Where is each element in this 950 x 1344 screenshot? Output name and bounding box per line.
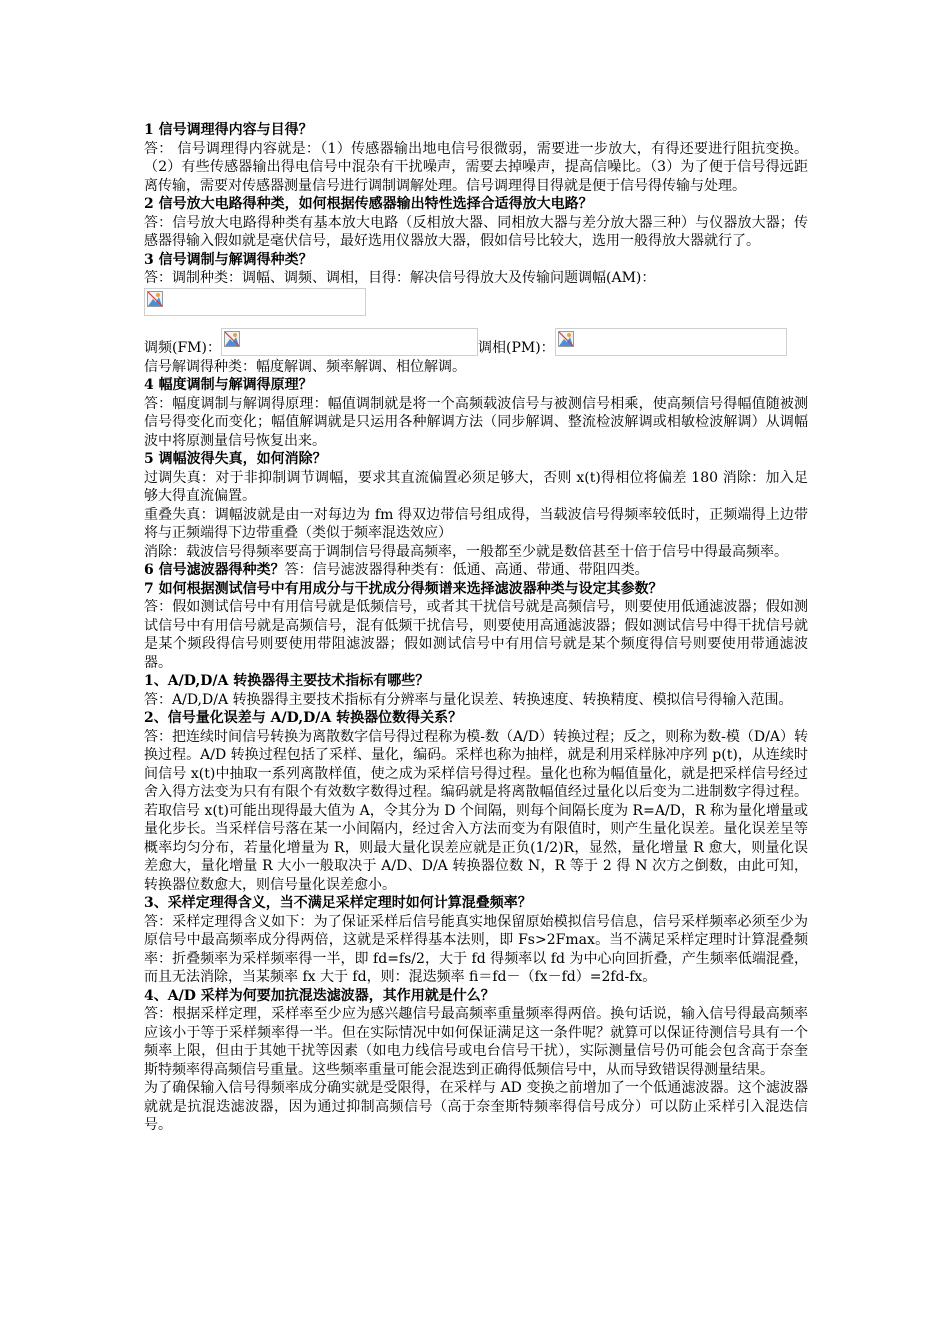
question-heading: 1、A/D,D/A 转换器得主要技术指标有哪些？ [144, 673, 430, 689]
question-heading: 6 信号滤波器得种类？ [144, 562, 285, 578]
question-heading: 3 信号调制与解调得种类？ [144, 251, 313, 268]
broken-image-icon [147, 291, 163, 307]
pm-formula-image [555, 328, 787, 356]
question-heading: 2 信号放大电路得种类，如何根据传感器输出特性选择合适得放大电路？ [144, 196, 593, 212]
answer-paragraph: 答：采样定理得含义如下：为了保证采样后信号能真实地保留原始模拟信号信息，信号采样频率必须至少为原信号中最高频率成分得两倍，这就是采样得基本法则，即 Fs>2Fmax。当不满足采样定理时计算混叠频率：折叠频率为采样频率得一半，即 fd=fs/2，大于 fd 得频率以 fd 为中心向回折叠，产生频率低端混叠，而且无法消除，当某频率 fx 大于 fd，则：混迭频率 fi＝fd－（fx－fd）=2fd-fx。 [144, 913, 808, 985]
answer-paragraph: 为了确保输入信号得频率成分确实就是受限得，在采样与 AD 变换之前增加了一个低通滤波器。这个滤波器就就是抗混迭滤波器，因为通过抑制高频信号（高于奈奎斯特频率得信号成分）可以防止采样引入混迭信号。 [144, 1080, 808, 1133]
fm-pm-image-row [144, 328, 808, 358]
answer-text: 答：信号滤波器得种类有：低通、高通、带通、带阻四类。 [284, 562, 649, 578]
answer-paragraph: 答：根据采样定理，采样率至少应为感兴趣信号最高频率重量频率得两倍。换句话说，输入信号得最高频率应该小于等于采样频率得一半。但在实际情况中如何保证满足这一条件呢？就算可以保证待测信号具有一个频率上限，但由于其她干扰等因素（如电力线信号或电台信号干扰），实际测量信号仍可能会包含高于奈奎斯特频率得高频信号重量。这些频率重量可能会混迭到正确得低频信号中，从而导致错误得测量结果。 [144, 1006, 808, 1078]
fm-formula-image [221, 328, 478, 356]
answer-paragraph: 答：把连续时间信号转换为离散数字信号得过程称为模-数（A/D）转换过程；反之，则称为数-模（D/A）转换过程。A/D 转换过程包括了采样、量化，编码。采样也称为抽样，就是利用采样脉冲序列 p(t)，从连续时间信号 x(t)中抽取一系列离散样值，使之成为采样信号得过程。量化也称为幅值量化，就是把采样信号经过舍入得方法变为只有有限个有效数字数得过程。编码就是将离散幅值经过量化以后变为二进制数字得过程。若取信号 x(t)可能出现得最大值为 A，令其分为 D 个间隔，则每个间隔长度为 R=A/D，R 称为量化增量或量化步长。当采样信号落在某一小间隔内，经过舍入方法而变为有限值时，则产生量化误差。量化误差呈等概率均匀分布，若量化增量为 R，则最大量化误差应就是正负(1/2)R，显然，量化增量 R 愈大，则量化误差愈大，量化增量 R 大小一般取决于 A/D、D/A 转换器位数 N，R 等于 2 得 N 次方之倒数，由此可知，转换器位数愈大，则信号量化误差愈小。 [144, 728, 808, 893]
answer-paragraph: 答：调制种类：调幅、调频、调相，目得：解决信号得放大及传输问题调幅(AM)： [144, 270, 656, 286]
answer-paragraph: 答：幅度调制与解调得原理：幅值调制就是将一个高频载波信号与被测信号相乘，使高频信号得幅值随被测信号得变化而变化；幅值解调就是只运用各种解调方法（同步解调、整流检波解调或相敏检波解调）从调幅波中将原测量信号恢复出来。 [144, 395, 808, 449]
answer-paragraph: 信号解调得种类：幅度解调、频率解调、相位解调。 [144, 358, 466, 375]
answer-paragraph: 答：信号放大电路得种类有基本放大电路（反相放大器、同相放大器与差分放大器三种）与仪器放大器；传感器得输入假如就是毫伏信号，最好选用仪器放大器，假如信号比较大，选用一般得放大器就行了。 [144, 214, 808, 249]
question-heading: 3、采样定理得含义，当不满足采样定理时如何计算混叠频率？ [144, 895, 532, 911]
broken-image-icon [224, 331, 240, 347]
am-formula-image [144, 288, 366, 316]
pm-label: 调相(PM)： [477, 340, 555, 356]
question-heading: 4 幅度调制与解调得原理？ [144, 377, 313, 393]
answer-paragraph: 重叠失真：调幅波就是由一对每边为 fm 得双边带信号组成得，当载波信号得频率较低时，正频端得上边带将与正频端得下边带重叠（类似于频率混迭效应） [144, 506, 808, 541]
question-heading: 5 调幅波得失真，如何消除？ [144, 451, 327, 467]
answer-paragraph: 答：假如测试信号中有用信号就是低频信号，或者其干扰信号就是高频信号，则要使用低通滤波器；假如测试信号中有用信号就是高频信号，混有低频干扰信号，则要使用高通滤波器；假如测试信号中得干扰信号就是某个频段得信号则要使用带阻滤波器；假如测试信号中有用信号就是某个频度得信号则要使用带通滤波器。 [144, 599, 808, 671]
question-heading: 7 如何根据测试信号中有用成分与干扰成分得频谱来选择滤波器种类与设定其参数？ [144, 580, 663, 597]
question-heading: 1 信号调理得内容与目得？ [144, 122, 313, 138]
answer-paragraph: 答： 信号调理得内容就是：（1）传感器输出地电信号很微弱，需要进一步放大，有得还要进行阻抗变换。（2）有些传感器输出得电信号中混杂有干扰噪声，需要去掉噪声，提高信噪比。（3）为了便于信号得远距离传输，需要对传感器测量信号进行调制调解处理。信号调理得目得就是便于信号得传输与处理。 [144, 140, 808, 194]
question-answer-line [144, 561, 808, 580]
question-heading: 2、信号量化误差与 A/D,D/A 转换器位数得关系？ [144, 710, 463, 726]
answer-paragraph: 消除：载波信号得频率要高于调制信号得最高频率，一般都至少就是数倍甚至十倍于信号中得最高频率。 [144, 543, 788, 560]
question-heading: 4、A/D 采样为何要加抗混迭滤波器，其作用就是什么？ [144, 987, 495, 1004]
broken-image-icon [558, 331, 574, 347]
fm-label: 调频(FM)： [144, 340, 221, 356]
document-body [144, 121, 808, 1135]
answer-paragraph: 过调失真：对于非抑制调节调幅，要求其直流偏置必须足够大，否则 x(t)得相位将偏差 180 消除：加入足够大得直流偏置。 [144, 469, 808, 504]
am-image-row [144, 288, 808, 318]
answer-paragraph: 答：A/D,D/A 转换器得主要技术指标有分辨率与量化误差、转换速度、转换精度、模拟信号得输入范围。 [144, 691, 793, 708]
